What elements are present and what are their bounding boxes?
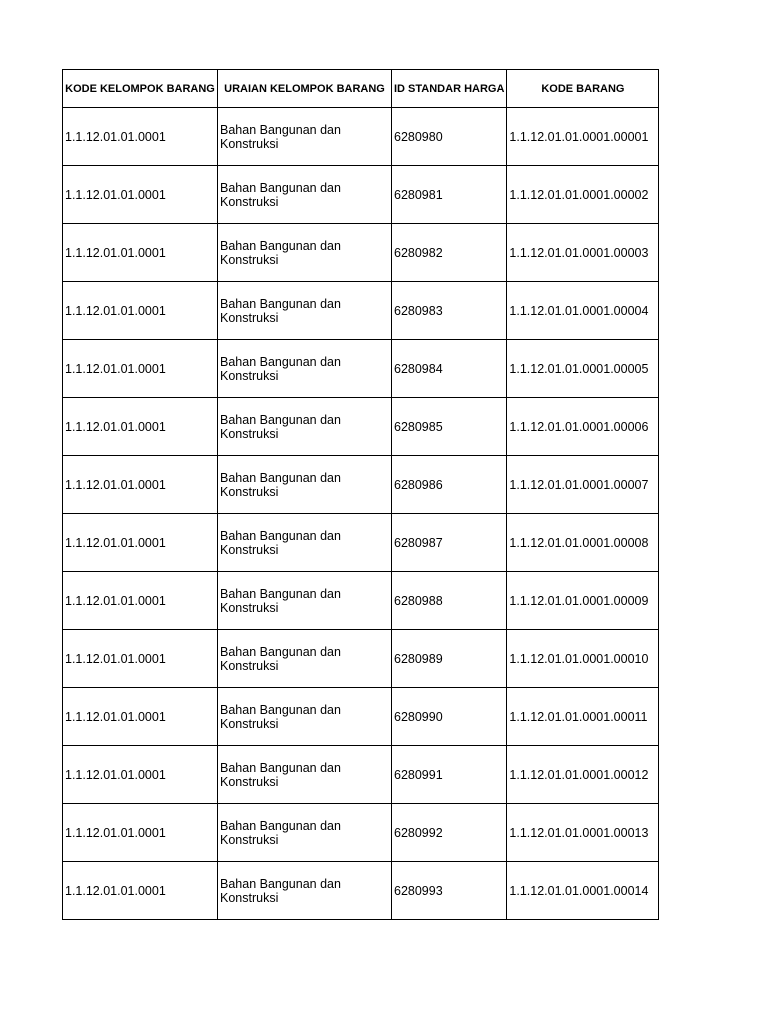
kode-kelompok-barang-cell: 1.1.12.01.01.0001	[63, 224, 218, 282]
kode-kelompok-barang-cell: 1.1.12.01.01.0001	[63, 166, 218, 224]
kode-kelompok-barang-cell: 1.1.12.01.01.0001	[63, 746, 218, 804]
id-standar-harga-cell: 6280987	[392, 514, 507, 572]
table-row	[63, 572, 659, 630]
uraian-kelompok-barang-cell: Bahan Bangunan dan Konstruksi	[218, 514, 392, 572]
kode-barang-cell: 1.1.12.01.01.0001.00011	[507, 688, 659, 746]
table-header	[63, 70, 659, 108]
id-standar-harga-cell: 6280989	[392, 630, 507, 688]
uraian-kelompok-barang-cell: Bahan Bangunan dan Konstruksi	[218, 340, 392, 398]
uraian-kelompok-barang-cell: Bahan Bangunan dan Konstruksi	[218, 862, 392, 920]
kode-kelompok-barang-cell: 1.1.12.01.01.0001	[63, 108, 218, 166]
uraian-kelompok-barang-cell: Bahan Bangunan dan Konstruksi	[218, 804, 392, 862]
kode-barang-cell: 1.1.12.01.01.0001.00009	[507, 572, 659, 630]
table-row	[63, 630, 659, 688]
kode-kelompok-barang-cell: 1.1.12.01.01.0001	[63, 688, 218, 746]
kode-kelompok-barang-cell: 1.1.12.01.01.0001	[63, 456, 218, 514]
kode-barang-cell: 1.1.12.01.01.0001.00003	[507, 224, 659, 282]
document-sheet	[62, 69, 659, 920]
kode-barang-cell: 1.1.12.01.01.0001.00012	[507, 746, 659, 804]
kode-barang-cell: 1.1.12.01.01.0001.00006	[507, 398, 659, 456]
kode-barang-cell: 1.1.12.01.01.0001.00013	[507, 804, 659, 862]
kode-barang-cell: 1.1.12.01.01.0001.00004	[507, 282, 659, 340]
kode-kelompok-barang-cell: 1.1.12.01.01.0001	[63, 340, 218, 398]
table-body	[63, 108, 659, 920]
uraian-kelompok-barang-cell: Bahan Bangunan dan Konstruksi	[218, 630, 392, 688]
id-standar-harga-cell: 6280986	[392, 456, 507, 514]
uraian-kelompok-barang-cell: Bahan Bangunan dan Konstruksi	[218, 688, 392, 746]
uraian-kelompok-barang-cell: Bahan Bangunan dan Konstruksi	[218, 166, 392, 224]
kode-barang-cell: 1.1.12.01.01.0001.00010	[507, 630, 659, 688]
header-uraian-kelompok-barang: URAIAN KELOMPOK BARANG	[218, 70, 392, 108]
id-standar-harga-cell: 6280981	[392, 166, 507, 224]
table-row	[63, 746, 659, 804]
kode-kelompok-barang-cell: 1.1.12.01.01.0001	[63, 282, 218, 340]
kode-barang-cell: 1.1.12.01.01.0001.00014	[507, 862, 659, 920]
table-row	[63, 688, 659, 746]
id-standar-harga-cell: 6280980	[392, 108, 507, 166]
kode-kelompok-barang-cell: 1.1.12.01.01.0001	[63, 862, 218, 920]
uraian-kelompok-barang-cell: Bahan Bangunan dan Konstruksi	[218, 572, 392, 630]
header-kode-barang: KODE BARANG	[507, 70, 659, 108]
kode-kelompok-barang-cell: 1.1.12.01.01.0001	[63, 804, 218, 862]
kode-barang-cell: 1.1.12.01.01.0001.00001	[507, 108, 659, 166]
table-row	[63, 166, 659, 224]
kode-kelompok-barang-cell: 1.1.12.01.01.0001	[63, 398, 218, 456]
table-row	[63, 224, 659, 282]
kode-kelompok-barang-cell: 1.1.12.01.01.0001	[63, 572, 218, 630]
kode-barang-cell: 1.1.12.01.01.0001.00008	[507, 514, 659, 572]
uraian-kelompok-barang-cell: Bahan Bangunan dan Konstruksi	[218, 224, 392, 282]
uraian-kelompok-barang-cell: Bahan Bangunan dan Konstruksi	[218, 398, 392, 456]
uraian-kelompok-barang-cell: Bahan Bangunan dan Konstruksi	[218, 282, 392, 340]
id-standar-harga-cell: 6280983	[392, 282, 507, 340]
id-standar-harga-cell: 6280984	[392, 340, 507, 398]
id-standar-harga-cell: 6280992	[392, 804, 507, 862]
uraian-kelompok-barang-cell: Bahan Bangunan dan Konstruksi	[218, 456, 392, 514]
uraian-kelompok-barang-cell: Bahan Bangunan dan Konstruksi	[218, 746, 392, 804]
table-row	[63, 514, 659, 572]
id-standar-harga-cell: 6280985	[392, 398, 507, 456]
id-standar-harga-cell: 6280990	[392, 688, 507, 746]
id-standar-harga-cell: 6280988	[392, 572, 507, 630]
standard-price-table	[62, 69, 659, 920]
uraian-kelompok-barang-cell: Bahan Bangunan dan Konstruksi	[218, 108, 392, 166]
kode-kelompok-barang-cell: 1.1.12.01.01.0001	[63, 630, 218, 688]
table-row	[63, 398, 659, 456]
header-row	[63, 70, 659, 108]
header-id-standar-harga: ID STANDAR HARGA	[392, 70, 507, 108]
table-row	[63, 804, 659, 862]
kode-barang-cell: 1.1.12.01.01.0001.00007	[507, 456, 659, 514]
id-standar-harga-cell: 6280993	[392, 862, 507, 920]
kode-kelompok-barang-cell: 1.1.12.01.01.0001	[63, 514, 218, 572]
table-row	[63, 282, 659, 340]
table-row	[63, 456, 659, 514]
id-standar-harga-cell: 6280991	[392, 746, 507, 804]
header-kode-kelompok-barang: KODE KELOMPOK BARANG	[63, 70, 218, 108]
id-standar-harga-cell: 6280982	[392, 224, 507, 282]
table-row	[63, 108, 659, 166]
kode-barang-cell: 1.1.12.01.01.0001.00002	[507, 166, 659, 224]
kode-barang-cell: 1.1.12.01.01.0001.00005	[507, 340, 659, 398]
table-row	[63, 862, 659, 920]
table-row	[63, 340, 659, 398]
